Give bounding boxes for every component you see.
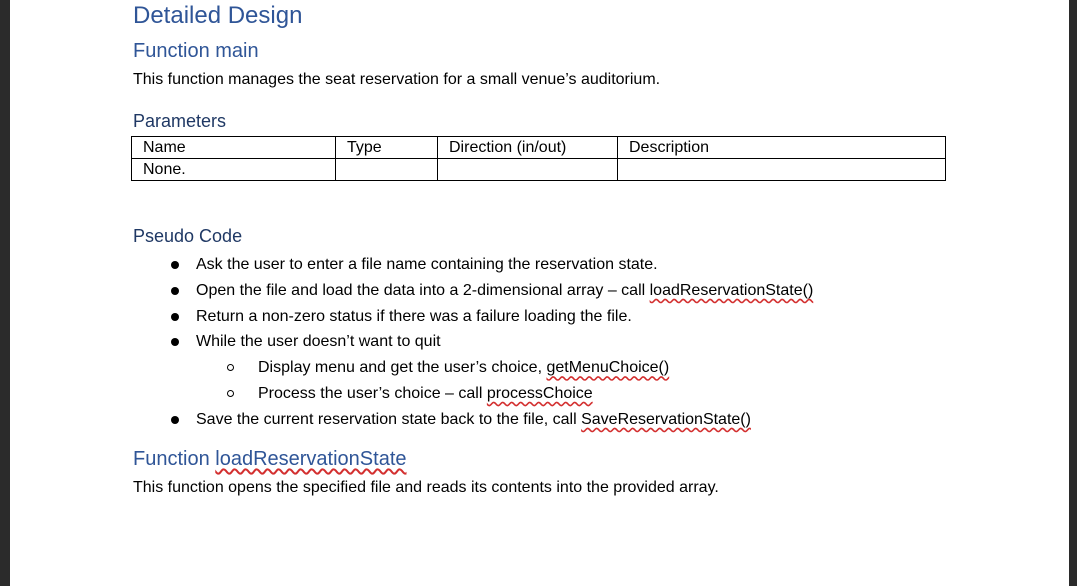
heading-parameters: Parameters: [133, 111, 227, 131]
heading-pseudo-code: Pseudo Code: [133, 226, 243, 246]
sub-bullet-text: Display menu and get the user’s choice, getMenuChoice(): [258, 359, 670, 377]
code-ref: getMenuChoice(): [546, 359, 670, 377]
bullet-text: Save the current reservation state back to the file, call SaveReservationState(): [196, 410, 751, 428]
bullet-icon: [171, 416, 179, 424]
heading-detailed-design: Detailed Design: [133, 2, 303, 29]
header-direction: Direction (in/out): [438, 137, 618, 159]
header-description: Description: [618, 137, 946, 159]
heading-function-main: Function main: [133, 40, 259, 62]
sub-bullet-icon: [227, 364, 234, 371]
load-description: This function opens the specified file and reads its contents into the provided array.: [133, 479, 719, 496]
header-type: Type: [336, 137, 438, 159]
window-right-border: [1069, 0, 1077, 586]
bullet-text: Return a non-zero status if there was a failure loading the file.: [196, 307, 632, 325]
heading-function-load: Function loadReservationState: [133, 448, 407, 470]
code-ref: SaveReservationState(): [581, 410, 751, 428]
code-ref: processChoice: [486, 384, 593, 402]
cell-direction: [438, 159, 618, 181]
bullet-icon: [171, 338, 179, 346]
code-ref: loadReservationState(): [649, 281, 814, 299]
cell-description: [618, 159, 946, 181]
bullet-text: Open the file and load the data into a 2-dimensional array – call loadReservationState(): [196, 281, 814, 299]
bullet-text: Ask the user to enter a file name containing the reservation state.: [196, 256, 658, 273]
sub-bullet-icon: [227, 390, 234, 397]
cell-type: [336, 159, 438, 181]
table-header-row: [132, 137, 946, 159]
sub-bullet-text: Process the user’s choice – call processChoice: [258, 384, 593, 402]
bullet-icon: [171, 261, 179, 269]
main-description: This function manages the seat reservation for a small venue’s auditorium.: [133, 71, 661, 88]
header-name: Name: [132, 137, 336, 159]
bullet-icon: [171, 313, 179, 321]
window-left-border: [0, 0, 10, 586]
bullet-icon: [171, 287, 179, 295]
cell-name: None.: [132, 159, 336, 181]
bullet-text: While the user doesn’t want to quit: [196, 333, 441, 351]
document-page: [10, 0, 1069, 586]
table-row: [132, 159, 946, 181]
parameters-table: [131, 136, 946, 181]
